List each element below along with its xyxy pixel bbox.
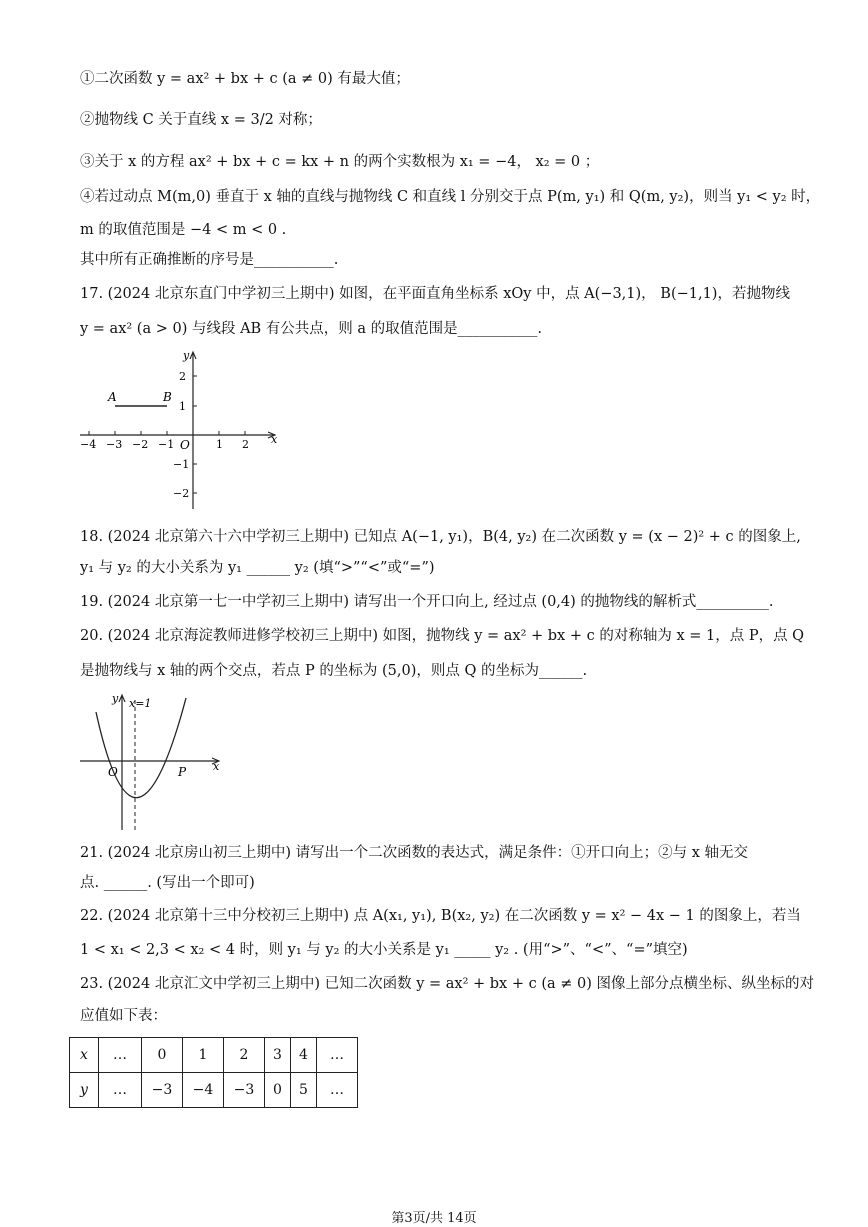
q23-line-2: 应值如下表： (80, 1008, 167, 1024)
q16-statement-3: ③关于 x 的方程 ax² + bx + c = kx + n 的两个实数根为 x₁ = −4， x₂ = 0 ； (80, 154, 600, 170)
table-cell: … (317, 1073, 358, 1108)
q20-line-2: 是抛物线与 x 轴的两个交点，若点 P 的坐标为 (5,0)，则点 Q 的坐标为______. (80, 663, 588, 679)
q18-line-1: 18. (2024 北京第六十六中学初三上期中) 已知点 A(−1, y₁)，B(4, y₂) 在二次函数 y = (x − 2)² + c 的图象上, (80, 529, 801, 545)
q23-value-table (69, 1037, 358, 1108)
q20-origin-label: O (108, 765, 118, 779)
q18-line-2: y₁ 与 y₂ 的大小关系为 y₁ ______ y₂ (填“>”“<”或“=”) (80, 560, 435, 576)
table-cell: 0 (142, 1038, 183, 1073)
q17-y-tick: 1 (179, 400, 186, 413)
q16-statement-1: ①二次函数 y = ax² + bx + c (a ≠ 0) 有最大值； (80, 71, 410, 87)
q17-y-tick: 2 (179, 370, 186, 383)
table-cell: x (70, 1038, 99, 1073)
q17-x-tick: 2 (242, 438, 249, 451)
table-cell: y (70, 1073, 99, 1108)
q17-line-1: 17. (2024 北京东直门中学初三上期中) 如图，在平面直角坐标系 xOy 中，点 A(−3,1)， B(−1,1)，若抛物线 (80, 286, 790, 302)
q17-origin-label: O (180, 438, 190, 452)
q23-line-1: 23. (2024 北京汇文中学初三上期中) 已知二次函数 y = ax² + bx + c (a ≠ 0) 图像上部分点横坐标、纵坐标的对 (80, 976, 814, 992)
table-cell: −3 (142, 1073, 183, 1108)
q22-line-2: 1 < x₁ < 2,3 < x₂ < 4 时，则 y₁ 与 y₂ 的大小关系是 y₁ _____ y₂ . (用“>”、“<”、“=”填空) (80, 942, 688, 958)
q20-x-label: x (213, 760, 220, 773)
page-footer: 第3页/共 14页 (391, 1211, 477, 1226)
q20-figure (76, 690, 226, 835)
q16-question: 其中所有正确推断的序号是___________. (80, 252, 339, 268)
table-cell: 1 (183, 1038, 224, 1073)
table-cell: 2 (224, 1038, 265, 1073)
q17-figure (72, 345, 287, 515)
q20-parabola (96, 698, 186, 798)
q17-line-2: y = ax² (a > 0) 与线段 AB 有公共点，则 a 的取值范围是___________. (80, 321, 543, 337)
q17-y-tick: −2 (173, 487, 190, 500)
table-cell: −3 (224, 1073, 265, 1108)
q20-y-label: y (112, 692, 119, 705)
q17-x-label: x (271, 433, 278, 446)
q17-label-b: B (163, 390, 172, 404)
q17-y-tick: −1 (173, 458, 190, 471)
q16-statement-4-cont: m 的取值范围是 −4 < m < 0 . (80, 222, 287, 238)
q21-line-2: 点. ______. (写出一个即可) (80, 875, 255, 891)
table-cell: … (317, 1038, 358, 1073)
q16-statement-4: ④若过动点 M(m,0) 垂直于 x 轴的直线与抛物线 C 和直线 l 分别交于点 P(m, y₁) 和 Q(m, y₂)，则当 y₁ < y₂ 时， (80, 189, 821, 205)
q17-x-tick: −3 (106, 438, 123, 451)
table-cell: … (99, 1038, 142, 1073)
q20-label-p: P (178, 765, 187, 779)
q17-label-a: A (108, 390, 117, 404)
q17-x-tick: −4 (80, 438, 97, 451)
q21-line-1: 21. (2024 北京房山初三上期中) 请写出一个二次函数的表达式，满足条件：①开口向上；②与 x 轴无交 (80, 845, 748, 861)
table-cell: … (99, 1073, 142, 1108)
table-row (70, 1073, 358, 1108)
q17-x-tick: 1 (216, 438, 223, 451)
q16-statement-2: ②抛物线 C 关于直线 x = 3/2 对称； (80, 112, 322, 128)
table-row (70, 1038, 358, 1073)
table-cell: −4 (183, 1073, 224, 1108)
table-cell: 5 (291, 1073, 317, 1108)
q17-x-tick: −1 (158, 438, 175, 451)
table-cell: 3 (265, 1038, 291, 1073)
q17-x-tick: −2 (132, 438, 149, 451)
q19-line-1: 19. (2024 北京第一七一中学初三上期中) 请写出一个开口向上, 经过点 (0,4) 的抛物线的解析式__________. (80, 594, 774, 610)
q20-line-1: 20. (2024 北京海淀教师进修学校初三上期中) 如图，抛物线 y = ax² + bx + c 的对称轴为 x = 1，点 P，点 Q (80, 628, 805, 644)
table-cell: 4 (291, 1038, 317, 1073)
q22-line-1: 22. (2024 北京第十三中分校初三上期中) 点 A(x₁, y₁), B(x₂, y₂) 在二次函数 y = x² − 4x − 1 的图象上，若当 (80, 908, 801, 924)
q17-y-label: y (183, 349, 190, 362)
q20-symmetry-label: x=1 (129, 697, 152, 710)
table-cell: 0 (265, 1073, 291, 1108)
